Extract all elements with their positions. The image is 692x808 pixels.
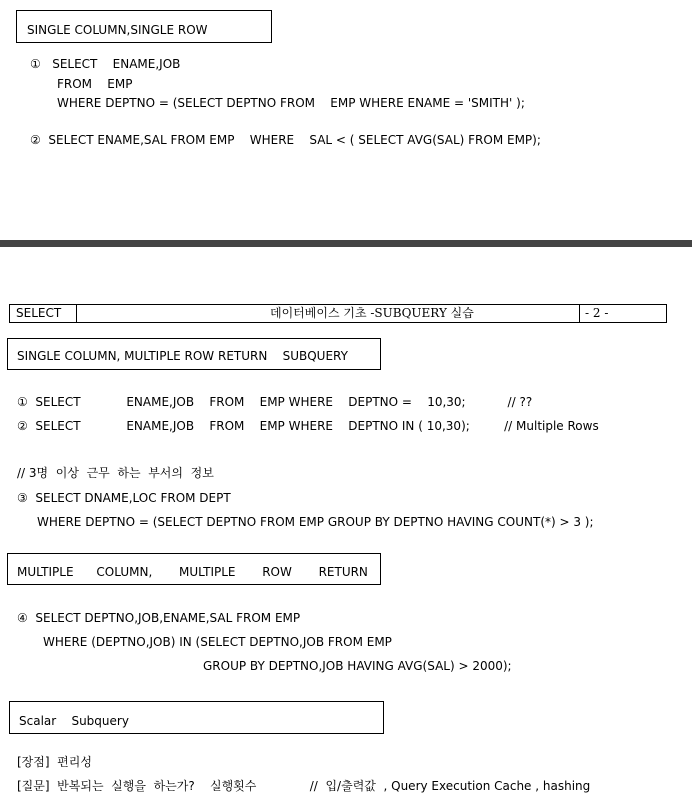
header-separator-right bbox=[579, 305, 580, 322]
header-left-label: SELECT bbox=[16, 306, 62, 320]
query-1-line-3: WHERE DEPTNO = (SELECT DEPTNO FROM EMP WHERE ENAME = 'SMITH' ); bbox=[57, 96, 525, 110]
query-multi-row-2: ② SELECT ENAME,JOB FROM EMP WHERE DEPTNO IN ( 10,30); // Multiple Rows bbox=[17, 419, 599, 433]
section-title-single-row: SINGLE COLUMN,SINGLE ROW bbox=[27, 23, 208, 37]
query-2-line: ② SELECT ENAME,SAL FROM EMP WHERE SAL < ( SELECT AVG(SAL) FROM EMP); bbox=[30, 133, 541, 147]
query-multi-row-3-line-2: WHERE DEPTNO = (SELECT DEPTNO FROM EMP GROUP BY DEPTNO HAVING COUNT(*) > 3 ); bbox=[37, 515, 594, 529]
page-divider bbox=[0, 240, 692, 247]
section-title-multi-row: SINGLE COLUMN, MULTIPLE ROW RETURN SUBQUERY bbox=[17, 349, 348, 363]
header-title: 데이터베이스 기초 -SUBQUERY 실습 bbox=[270, 306, 474, 320]
scalar-question-line: [질문] 반복되는 실행을 하는가? 실행횟수 // 입/출력값 , Query Execution Cache , hashing bbox=[17, 779, 591, 793]
comment-department-info: // 3명 이상 근무 하는 부서의 정보 bbox=[17, 466, 214, 480]
query-multi-column-line-1: ④ SELECT DEPTNO,JOB,ENAME,SAL FROM EMP bbox=[17, 611, 301, 625]
query-1-line-2: FROM EMP bbox=[57, 77, 133, 91]
header-page-number: - 2 - bbox=[585, 306, 609, 320]
query-1-line-1: ① SELECT ENAME,JOB bbox=[30, 57, 181, 71]
query-multi-row-3-line-1: ③ SELECT DNAME,LOC FROM DEPT bbox=[17, 491, 231, 505]
scalar-advantage-line: [장점] 편리성 bbox=[17, 755, 92, 769]
header-separator-left bbox=[76, 305, 77, 322]
section-title-scalar: Scalar Subquery bbox=[19, 714, 129, 728]
running-header bbox=[9, 304, 667, 323]
query-multi-column-line-3: GROUP BY DEPTNO,JOB HAVING AVG(SAL) > 2000); bbox=[203, 659, 512, 673]
section-title-multi-column: MULTIPLE COLUMN, MULTIPLE ROW RETURN bbox=[17, 565, 368, 579]
query-multi-row-1: ① SELECT ENAME,JOB FROM EMP WHERE DEPTNO = 10,30; // ?? bbox=[17, 395, 533, 409]
query-multi-column-line-2: WHERE (DEPTNO,JOB) IN (SELECT DEPTNO,JOB FROM EMP bbox=[43, 635, 392, 649]
